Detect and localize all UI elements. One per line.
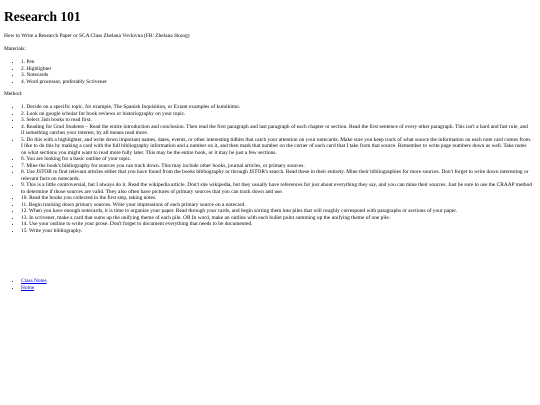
method-step: • 7. Mine the book's bibliography for sources you can track down. This may include other books, journal articles, or primary sources. [21,163,532,170]
footer-links [4,278,532,291]
materials-item: • 2. Highlighter [21,66,532,73]
materials-list [4,59,532,85]
materials-item: • 4. Word processor, preferably Scrivener [21,79,532,86]
intro-text: How to Write a Research Paper or SCA Class Zhelana Vovkivna (FB: Zhelana Skoog) [4,33,190,39]
materials-label: Materials: [4,46,26,52]
method-step: • 2. Look on google scholar for book reviews or historiography on your topic. [21,111,532,118]
method-list [4,104,532,234]
method-step: • 12. When you have enough notecards, it is time to organize your paper. Read through your cards, and begin sorting them into piles that will roughly correspond with paragraphs or sections of your paper. [21,208,532,215]
footer-link-item [21,285,532,292]
method-step: • 3. Select 3ish books to read first. [21,117,532,124]
method-step: • 10. Read the books you collected in the first step, taking notes. [21,195,532,202]
materials-item: • 1. Pen [21,59,532,66]
class-notes-link[interactable]: Class Notes [21,278,47,284]
spacer [4,240,532,278]
materials-item: • 3. Notecards [21,72,532,79]
home-link[interactable]: Home [21,284,35,291]
method-step: • 4. Reading for Grad Students – Read the entire introduction and conclusion. Then read the first paragraph and last paragraph of each chapter or section. Read the first sentence of every other paragraph. This isn't a hard and fast rule, and if something catches your interest, by all means read more. [21,124,532,137]
method-step: • 1. Decide on a specific topic, for example, The Spanish Inquisition, or Extant examples of kumihimo. [21,104,532,111]
method-label: Method: [4,91,23,97]
method-step: • 9. This is a little controversial, but I always do it. Read the wikipedia article. Don't site wikipedia, but they usually have references for just about everything they say, and you can mine their sources. Just be sure to use the CRAAP method to determine if those sources are valid. They also often have pictures of primary sources that you can track down and use. [21,182,532,195]
method-step: • 8. Use JSTOR to find relevant articles either that you have found from the books bibliography or through JSTOR's search. Read these in their entirety. Mine their bibliographies for more sources. Don't forget to write down interesting or relevant facts on notecards. [21,169,532,182]
page-title: Research 101 [4,9,81,24]
method-step: • 15. Write your bibliography. [21,228,532,235]
method-step: • 5. Do this with a highlighter, and write down important names, dates, events, or other interesting tidbits that catch your attention on your notecards. Make sure you keep track of what source the information on each note card comes from. I like to do this by making a card with the full bibliography information and a number on it, and then mark that number on the corner of each card that I take from that source. Remember to write page numbers down as well. Take notes on what sections you might want to read more fully later. This may be the entire book, or it may be just a few sections. [21,137,532,157]
method-step: • 11. Begin tracking down primary sources. Write your impressions of each primary source on a notecard. [21,202,532,209]
method-step: • 13. In scrivener, make a card that sums up the unifying theme of each pile. OR In word, make an outline with each bullet point summing up the unifying theme of one pile. [21,215,532,222]
method-step: • 14. Use your outline to write your prose. Don't forget to document everything that needs to be documented. [21,221,532,228]
method-step: • 6. You are looking for a basic outline of your topic. [21,156,532,163]
